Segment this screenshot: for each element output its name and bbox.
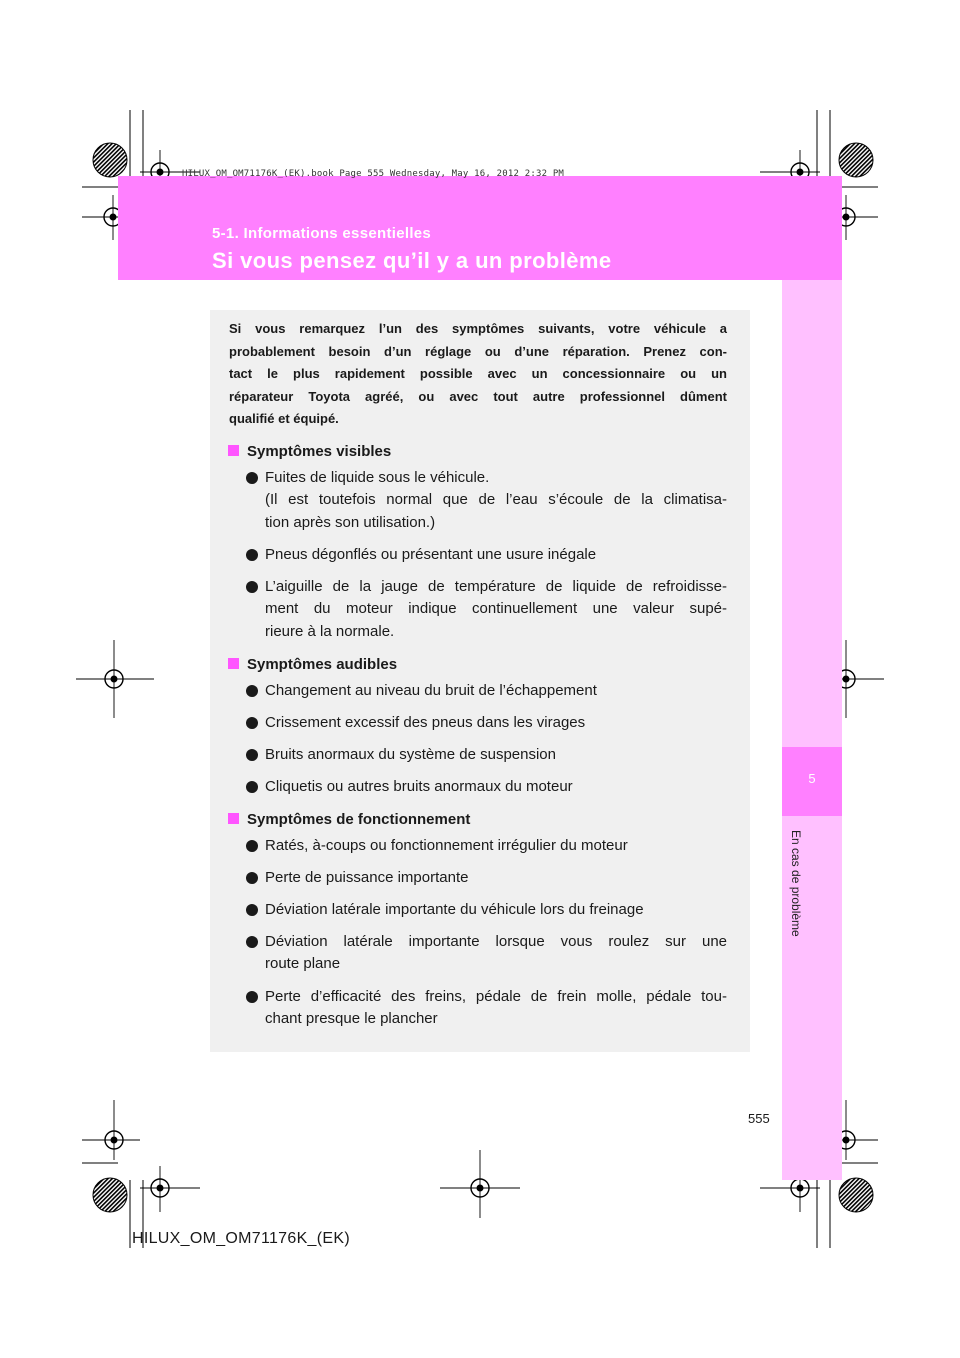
- list-item: [244, 680, 727, 702]
- document-code: HILUX_OM_OM71176K_(EK): [132, 1230, 350, 1247]
- section-heading-label: Symptômes visibles: [247, 443, 392, 460]
- list-item-line: Fuites de liquide sous le véhicule.: [265, 469, 490, 486]
- list-item-line: route plane: [265, 955, 341, 973]
- section-label: 5-1. Informations essentielles: [212, 225, 432, 242]
- intro-line: Si vous remarquez l’un des symptômes suivants, votre véhicule a: [229, 321, 727, 336]
- list-item: [244, 835, 727, 857]
- list-item: [244, 776, 727, 798]
- intro-line: tact le plus rapidement possible avec un concessionnaire ou un: [229, 366, 727, 382]
- intro-line: probablement besoin d’un réglage ou d’une réparation. Prenez con-: [229, 343, 727, 359]
- list-item: [244, 931, 727, 976]
- list-item-line: tion après son utilisation.): [265, 513, 436, 531]
- bullet-dot-icon: [246, 936, 258, 948]
- section-heading-label: Symptômes de fonctionnement: [247, 811, 471, 828]
- bullet-dot-icon: [246, 781, 258, 793]
- list-item-line: rieure à la normale.: [265, 622, 395, 640]
- bullet-dot-icon: [246, 472, 258, 484]
- section-heading-visible: [228, 443, 391, 460]
- bullet-dot-icon: [246, 904, 258, 916]
- bullet-dot-icon: [246, 581, 258, 593]
- list-item-line: Perte de puissance importante: [265, 869, 469, 886]
- list-item-line: ment du moteur indique continuellement une valeur supé-: [265, 600, 727, 618]
- bullet-dot-icon: [246, 717, 258, 729]
- list-item-line: Perte d’efficacité des freins, pédale de frein molle, pédale tou-: [265, 988, 727, 1005]
- bullet-dot-icon: [246, 991, 258, 1003]
- bullet-dot-icon: [246, 872, 258, 884]
- section-heading-audible: [228, 656, 397, 673]
- list-item-line: Déviation latérale importante lorsque vous roulez sur une: [265, 933, 727, 950]
- list-item-line: Crissement excessif des pneus dans les virages: [265, 714, 586, 731]
- list-item-line: Ratés, à-coups ou fonctionnement irrégulier du moteur: [265, 837, 628, 854]
- bullet-dot-icon: [246, 749, 258, 761]
- list-item: [244, 712, 727, 734]
- list-item-line: Bruits anormaux du système de suspension: [265, 746, 556, 763]
- bullet-dot-icon: [246, 840, 258, 852]
- page-number: 555: [748, 1111, 770, 1126]
- list-item: [244, 576, 727, 643]
- list-item: [244, 867, 727, 889]
- intro-line: qualifié et équipé.: [229, 411, 339, 427]
- chapter-side-tab[interactable]: [782, 280, 842, 1180]
- list-item-line: (Il est toutefois normal que de l’eau s’écoule de la climatisa-: [265, 491, 727, 509]
- bullet-dot-icon: [246, 685, 258, 697]
- square-bullet-icon: [228, 445, 239, 456]
- chapter-label: En cas de problème: [789, 830, 803, 937]
- chapter-number: 5: [808, 771, 816, 786]
- list-item: [244, 899, 727, 921]
- section-heading-label: Symptômes audibles: [247, 656, 398, 673]
- section-heading-operation: [228, 811, 470, 828]
- list-item-line: Pneus dégonflés ou présentant une usure inégale: [265, 546, 597, 563]
- list-item: [244, 544, 727, 566]
- intro-line: réparateur Toyota agréé, ou avec tout autre professionnel dûment: [229, 388, 727, 404]
- bullet-dot-icon: [246, 549, 258, 561]
- list-item-line: Cliquetis ou autres bruits anormaux du moteur: [265, 778, 573, 795]
- list-item-line: Changement au niveau du bruit de l’échappement: [265, 682, 597, 699]
- list-item-line: Déviation latérale importante du véhicule lors du freinage: [265, 901, 644, 918]
- list-item-line: L’aiguille de la jauge de température de liquide de refroidisse-: [265, 578, 727, 595]
- square-bullet-icon: [228, 658, 239, 669]
- list-item: [244, 744, 727, 766]
- square-bullet-icon: [228, 813, 239, 824]
- intro-paragraph: [229, 318, 727, 431]
- print-slug: HILUX_OM_OM71176K_(EK).book Page 555 Wednesday, May 16, 2012 2:32 PM: [182, 169, 565, 179]
- list-item: [244, 467, 727, 534]
- list-item-line: chant presque le plancher: [265, 1010, 438, 1028]
- list-item: [244, 986, 727, 1031]
- page-title: Si vous pensez qu’il y a un problème: [212, 248, 612, 273]
